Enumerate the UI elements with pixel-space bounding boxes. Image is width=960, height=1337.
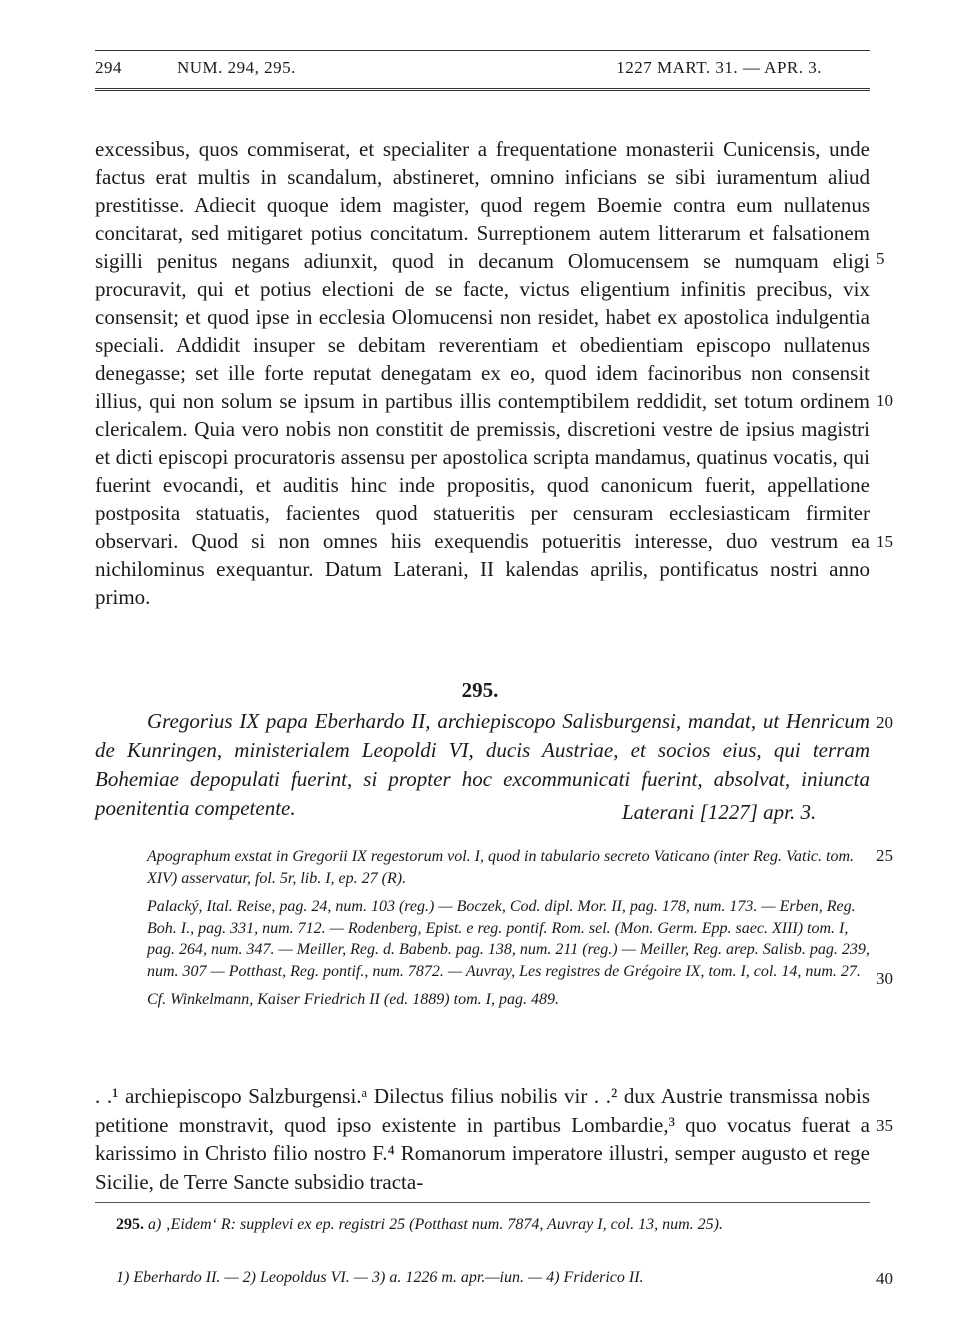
regest-text: Gregorius IX papa Eberhardo II, archiepiscopo Salisburgensi, mandat, ut Henricum de Kunringen, ministerialem Leopoldi VI, ducis Austriae, et socios eius, qui terram Bohemiae depopulati fuerint, si propter hoc excommunicati fuerint, absolvat, iniuncta poenitentia competente.: [95, 709, 870, 820]
source-notes: [147, 846, 870, 1018]
place-date: Laterani [1227] apr. 3.: [622, 800, 817, 824]
document-295-text: [95, 1082, 870, 1196]
body-paragraph: . .¹ archiepiscopo Salzburgensi.ᵃ Dilectus filius nobilis vir . .² dux Austrie transmissa nobis petitione monstravit, quod ipso existente in partibus Lombardie,³ quo vocatus fuerat a karissimo in Christo filio nostro F.⁴ Romanorum imperatore illustri, semper augusto et rege Sicilie, de Terre Sancte subsidio tracta-: [95, 1084, 870, 1194]
header-top-rule: [95, 50, 870, 51]
page-number: 294: [95, 58, 122, 77]
line-number: 25: [876, 846, 893, 865]
line-number: 20: [876, 713, 893, 732]
running-header: [95, 58, 870, 82]
body-paragraph: excessibus, quos commiserat, et specialiter a frequentatione monasterii Cunicensis, unde factus erat multis in scandalum, abstineret, omnino inficians se sibi iuramentum aliud prestitisse. Adiecit quoque idem magister, quod regem Boemie contra eum nullatenus concitarat, sed mitigaret potius concitatum. Surreptionem autem litterarum et falsationem sigilli penitus negans adiunxit, quod in decanum Olomucensem se numquam eligi procuravit, qui et potius electioni de se facte, victus eligentium infinitis precibus, vix consensit; et quod ipse in ecclesia Olomucensi non residet, habet ex apostolica indulgentia speciali. Addidit insuper se debitam reverentiam et obedientiam episcopo nullatenus denegasse; set ille forte reputat denegatam ex eo, quod idem facinoribus non consensit illius, qui non solum se ipsum in partibus illis contemptibilem reddidit, set totum ordinem clericalem. Quia vero nobis non constitit de premissis, discretioni vestre de ipsius magistri et dicti episcopi procuratoris assensu per apostolica scripta mandamus, quatinus vocatis, qui fuerint evocandi, et auditis hinc inde propositis, quod canonicum fuerit, appellatione postposita statuatis, facientes quod statueritis per censuram ecclesiasticam firmiter observari. Quod si non omnes hiis exequendis potueritis interesse, duo vestrum ea nichilominus exequantur. Datum Laterani, II kalendas aprilis, pontificatus nostri anno primo.: [95, 137, 870, 609]
header-date-range: 1227 MART. 31. — APR. 3.: [616, 58, 822, 77]
header-document-numbers: NUM. 294, 295.: [177, 58, 296, 77]
document-294-text: [95, 135, 870, 611]
footnote-a-text: a) ‚Eidem‘ R: supplevi ex ep. registri 25 (Potthast num. 7874, Auvray I, col. 13, num. 25).: [148, 1216, 723, 1233]
note-apographum: Apographum exstat in Gregorii IX regestorum vol. I, quod in tabulario secreto Vaticano (inter Reg. Vatic. tom. XIV) asservatur, fol. 5r, lib. I, ep. 27 (R).: [147, 848, 855, 887]
footnote-document-label: 295.: [116, 1216, 144, 1233]
line-number: 5: [876, 249, 885, 268]
line-number: 10: [876, 391, 893, 410]
footnote-rule: [95, 1202, 870, 1203]
numbered-footnotes: 1) Eberhardo II. — 2) Leopoldus VI. — 3) a. 1226 m. apr.—iun. — 4) Friderico II.: [116, 1269, 644, 1286]
note-cf: Cf. Winkelmann, Kaiser Friedrich II (ed. 1889) tom. I, pag. 489.: [147, 991, 559, 1008]
document-number-heading: 295.: [461, 678, 499, 702]
header-bottom-rule: [95, 88, 870, 93]
textual-footnote: [116, 1214, 870, 1235]
line-number: 35: [876, 1116, 893, 1135]
note-literature: Palacký, Ital. Reise, pag. 24, num. 103 (reg.) — Boczek, Cod. dipl. Mor. II, pag. 178, num. 173. — Erben, Reg. Boh. I., pag. 331, num. 712. — Rodenberg, Epist. e reg. pontif. Rom. sel. (Mon. Germ. Epp. saec. XIII) tom. I, pag. 264, num. 347. — Meiller, Reg. d. Babenb. pag. 138, num. 211 (reg.) — Meiller, Reg. arep. Salisb. pag. 239, num. 307 — Potthast, Reg. pontif., num. 7872. — Auvray, Les registres de Grégoire IX, tom. I, col. 14, num. 27.: [147, 898, 870, 980]
line-number: 15: [876, 532, 893, 551]
line-number: 40: [876, 1269, 893, 1288]
line-number: 30: [876, 969, 893, 988]
